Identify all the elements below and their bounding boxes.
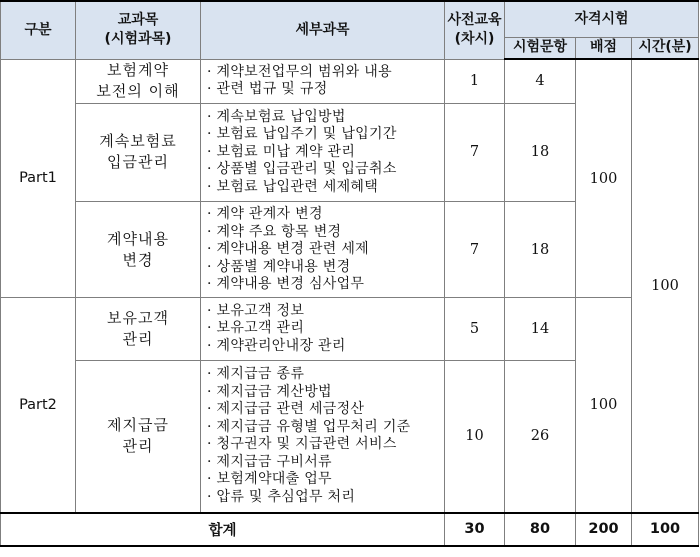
detail-item: · 계약보전업무의 범위와 내용 <box>207 63 392 80</box>
course-name <box>76 360 201 513</box>
sessions-cell: 7 <box>445 202 505 298</box>
course-name-line1: 보유고객 <box>107 309 169 328</box>
detail-item: · 상품별 계약내용 변경 <box>207 258 351 275</box>
detail-item: · 제지급금 종류 <box>207 366 305 383</box>
sessions-cell: 5 <box>445 298 505 360</box>
detail-list <box>201 298 445 360</box>
total-label: 합계 <box>1 513 445 546</box>
questions-cell: 26 <box>505 360 576 513</box>
course-name-line1: 계약내용 <box>107 229 169 248</box>
sessions-cell: 7 <box>445 103 505 201</box>
header-exam-questions: 시험문항 <box>505 37 576 59</box>
detail-item: · 상품별 입금관리 및 입금취소 <box>207 161 397 178</box>
detail-item: · 계약 주요 항목 변경 <box>207 223 342 240</box>
course-name-line1: 보험계약 <box>107 61 169 80</box>
course-name-line2: 변경 <box>122 250 154 269</box>
detail-item: · 제지급금 유형별 업무처리 기준 <box>207 418 411 435</box>
course-name-line1: 제지급금 <box>107 416 169 435</box>
part-label: Part1 <box>1 59 76 298</box>
header-course-line2: (시험과목) <box>104 31 172 48</box>
total-time: 100 <box>632 513 699 546</box>
course-name-line2: 입금관리 <box>107 153 169 172</box>
detail-item: · 보험료 납입주기 및 납입기간 <box>207 126 397 143</box>
header-pre-education-line2: (차시) <box>454 31 495 48</box>
detail-item: · 보험료 미납 계약 관리 <box>207 143 356 160</box>
detail-list <box>201 103 445 201</box>
part-label: Part2 <box>1 298 76 513</box>
total-score: 200 <box>576 513 632 546</box>
detail-item: · 계속보험료 납입방법 <box>207 108 346 125</box>
total-questions: 80 <box>505 513 576 546</box>
total-sessions: 30 <box>445 513 505 546</box>
course-name <box>76 59 201 103</box>
questions-cell: 18 <box>505 202 576 298</box>
header-exam-time: 시간(분) <box>632 37 699 59</box>
score-cell: 100 <box>576 59 632 298</box>
course-name <box>76 202 201 298</box>
header-details: 세부과목 <box>201 1 445 59</box>
detail-item: · 관련 법규 및 규정 <box>207 81 328 98</box>
questions-cell: 14 <box>505 298 576 360</box>
detail-item: · 계약 관계자 변경 <box>207 206 323 222</box>
detail-item: · 계약내용 변경 심사업무 <box>207 276 365 292</box>
detail-item: · 계약관리안내장 관리 <box>207 337 346 354</box>
detail-item: · 청구권자 및 지급관련 서비스 <box>207 436 397 453</box>
course-name <box>76 103 201 201</box>
detail-list <box>201 360 445 513</box>
course-name-line1: 계속보험료 <box>99 132 177 151</box>
detail-item: · 압류 및 추심업무 처리 <box>207 488 356 505</box>
detail-list <box>201 202 445 298</box>
header-course-line1: 교과목 <box>117 12 159 29</box>
header-category: 구분 <box>1 1 76 59</box>
header-exam: 자격시험 <box>505 1 699 37</box>
detail-item: · 제지급금 계산방법 <box>207 383 332 400</box>
course-name-line2: 관리 <box>122 437 154 456</box>
course-name-line2: 보전의 이해 <box>96 82 180 101</box>
header-pre-education-line1: 사전교육 <box>447 12 502 29</box>
detail-item: · 보험계약대출 업무 <box>207 471 332 488</box>
course-name <box>76 298 201 360</box>
sessions-cell: 1 <box>445 59 505 103</box>
questions-cell: 4 <box>505 59 576 103</box>
detail-item: · 계약내용 변경 관련 세제 <box>207 241 369 257</box>
score-cell: 100 <box>576 298 632 513</box>
header-exam-score: 배점 <box>576 37 632 59</box>
time-cell: 100 <box>632 59 699 513</box>
detail-list <box>201 59 445 103</box>
detail-item: · 보유고객 관리 <box>207 320 305 337</box>
detail-item: · 보유고객 정보 <box>207 302 305 319</box>
detail-item: · 보험료 납입관련 세제혜택 <box>207 178 379 195</box>
sessions-cell: 10 <box>445 360 505 513</box>
detail-item: · 제지급금 구비서류 <box>207 453 332 470</box>
course-name-line2: 관리 <box>122 330 154 349</box>
header-pre-education <box>445 1 505 59</box>
questions-cell: 18 <box>505 103 576 201</box>
header-course <box>76 1 201 59</box>
detail-item: · 제지급금 관련 세금정산 <box>207 401 365 418</box>
